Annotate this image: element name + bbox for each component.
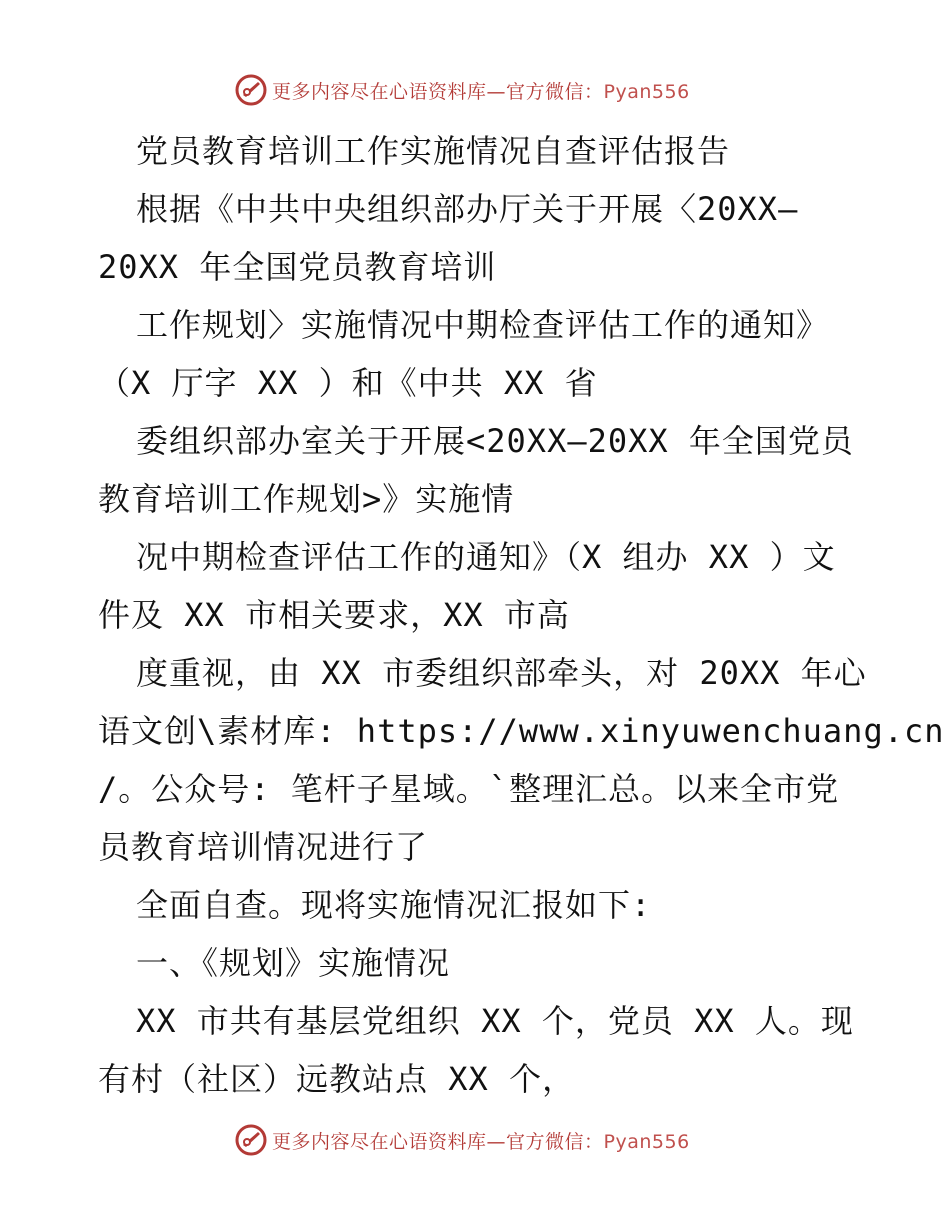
text-line: 件及 XX 市相关要求，XX 市高 xyxy=(98,596,570,634)
text-line: 工作规划〉实施情况中期检查评估工作的通知》 xyxy=(136,306,830,344)
text-line: 教育培训工作规划>》实施情 xyxy=(98,480,515,518)
text-line: 员教育培训情况进行了 xyxy=(98,828,429,866)
text-line: 全面自查。现将实施情况汇报如下: xyxy=(136,886,652,924)
text-line: 20XX 年全国党员教育培训 xyxy=(98,248,497,286)
document-body xyxy=(98,122,945,1108)
text-line: /。公众号: 笔杆子星域。`整理汇总。以来全市党 xyxy=(98,770,840,808)
text-line: 语文创\素材库: https://www.xinyuwenchuang.cn xyxy=(98,712,945,750)
header-banner xyxy=(0,70,950,110)
text-line: （X 厅字 XX ）和《中共 XX 省 xyxy=(98,364,598,402)
banner-official-label: 官方微信： xyxy=(506,1130,604,1153)
text-line: 党员教育培训工作实施情况自查评估报告 xyxy=(136,132,731,170)
text-line: XX 市共有基层党组织 XX 个，党员 XX 人。现 xyxy=(136,1002,854,1040)
text-line: 根据《中共中央组织部办厅关于开展〈20XX— xyxy=(136,190,799,228)
banner-account: Pyan556 xyxy=(603,80,690,103)
text-line: 况中期检查评估工作的通知》（X 组办 XX ）文 xyxy=(136,538,836,576)
banner-text xyxy=(272,1127,690,1154)
text-line: 度重视，由 XX 市委组织部牵头，对 20XX 年心 xyxy=(136,654,867,692)
banner-text xyxy=(272,77,690,104)
banner-separator: — xyxy=(486,80,507,103)
banner-separator: — xyxy=(486,1130,507,1153)
banner-account: Pyan556 xyxy=(603,1130,690,1153)
text-line: 一、《规划》实施情况 xyxy=(136,944,451,982)
footer-banner xyxy=(0,1120,950,1160)
brand-logo-icon xyxy=(234,1123,268,1157)
banner-slogan: 更多内容尽在心语资料库 xyxy=(272,80,487,103)
brand-logo-icon xyxy=(234,73,268,107)
banner-official-label: 官方微信： xyxy=(506,80,604,103)
banner-slogan: 更多内容尽在心语资料库 xyxy=(272,1130,487,1153)
text-line: 有村（社区）远教站点 XX 个， xyxy=(98,1060,576,1098)
text-line: 委组织部办室关于开展<20XX—20XX 年全国党员 xyxy=(136,422,854,460)
